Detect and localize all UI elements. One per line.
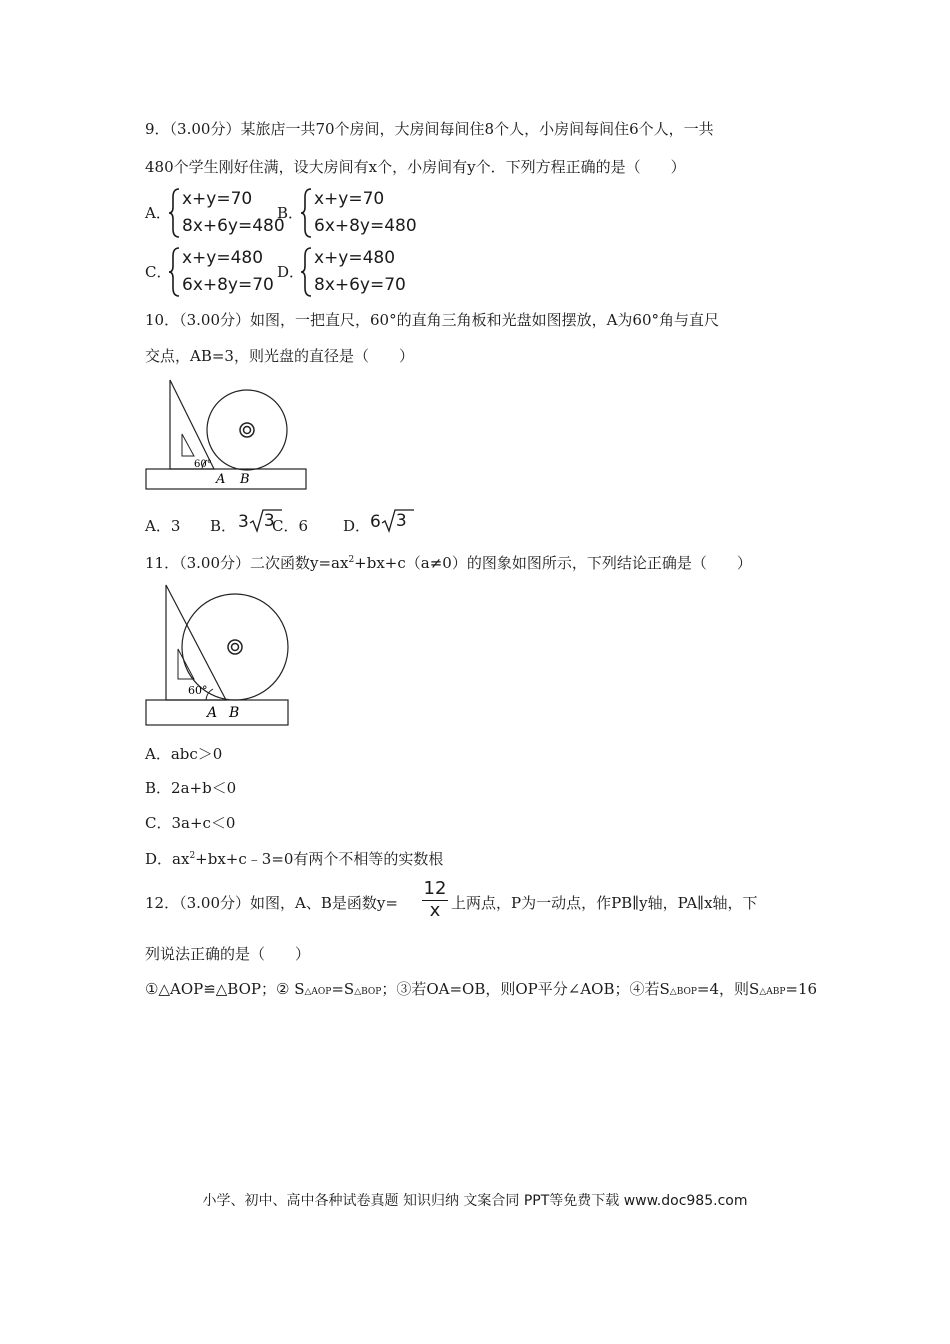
q12-statements: [145, 979, 817, 1002]
q11-stem-sup: 2: [348, 555, 355, 565]
q10-stem-line1: 10．（3.00分）如图，一把直尺，60°的直角三角板和光盘如图摆放，A为60°角与直尺: [145, 311, 719, 329]
q9-option-a-system: [168, 187, 285, 237]
q12-sub-3: △BOP: [669, 987, 697, 997]
q11-option-d-post: +bx+c﹣3=0有两个不相等的实数根: [195, 850, 444, 868]
disc-hole-inner: [244, 427, 251, 434]
q10-option-b-coef: 3: [238, 512, 249, 532]
q9-option-a-eq1: x+y=70: [182, 189, 253, 209]
brace-icon: [300, 246, 314, 298]
q12-stem-line2: 列说法正确的是（ ）: [145, 945, 311, 963]
q12-fraction: [420, 879, 450, 921]
q12-sub-1: △AOP: [304, 987, 332, 997]
q9-option-d-label: D．: [277, 263, 305, 281]
q9-option-d-eq2: 8x+6y=70: [314, 275, 406, 295]
brace-icon: [300, 187, 314, 239]
q9-option-a-eq2: 8x+6y=480: [182, 216, 285, 236]
q10-figure: [144, 378, 310, 492]
q9-stem-line2: 480个学生刚好住满，设大房间有x个，小房间有y个．下列方程正确的是（ ）: [145, 158, 686, 176]
point-b-label: B: [240, 472, 250, 487]
q12-statement-4: =4，则S: [696, 980, 760, 998]
q9-option-b-system: [300, 187, 417, 237]
q11-option-c[interactable]: C．3a+c＜0: [145, 814, 236, 832]
q9-option-b-eq2: 6x+8y=480: [314, 216, 417, 236]
q9-option-a-label: A．: [145, 204, 171, 222]
q12-fraction-numerator: 12: [423, 878, 447, 899]
q12-fraction-denominator: x: [429, 900, 441, 921]
q10-option-d-rad: 3: [395, 511, 407, 531]
q12-stem-post: 上两点，P为一动点，作PB∥y轴，PA∥x轴，下: [451, 894, 758, 912]
q10-option-d-label[interactable]: D．: [343, 517, 371, 535]
brace-icon: [168, 187, 182, 239]
q9-option-c-eq1: x+y=480: [182, 248, 264, 268]
angle-label: 60°: [188, 684, 208, 697]
angle-label: 60°: [194, 459, 212, 470]
q11-option-d-pre: D．ax: [145, 850, 190, 868]
q10-option-d-value: [370, 512, 415, 532]
point-b-label: B: [229, 705, 240, 721]
q9-option-c-label: C．: [145, 263, 172, 281]
brace-icon: [168, 246, 182, 298]
triangle-inner: [182, 434, 194, 456]
point-a-label: A: [207, 705, 218, 721]
q11-option-d-sup: 2: [189, 851, 196, 861]
q9-option-c-system: [168, 246, 278, 296]
q11-stem-post: +bx+c（a≠0）的图象如图所示，下列结论正确是（ ）: [354, 554, 752, 572]
q9-option-d-eq1: x+y=480: [314, 248, 396, 268]
q11-stem-pre: 11．（3.00分）二次函数y=ax: [145, 554, 349, 572]
q12-statement-3: ；③若OA=OB，则OP平分∠AOB；④若S: [381, 980, 670, 998]
disc: [207, 390, 287, 470]
disc-hole-outer: [240, 423, 254, 437]
q9-option-c-eq2: 6x+8y=70: [182, 275, 274, 295]
q9-option-b-eq1: x+y=70: [314, 189, 385, 209]
q11-stem: [145, 550, 752, 573]
q10-option-b-rad: 3: [263, 511, 275, 531]
disc-hole-inner: [232, 644, 239, 651]
q9-option-d-system: [300, 246, 410, 296]
q11-option-a[interactable]: A．abc＞0: [145, 745, 223, 763]
q12-statement-2: =S: [331, 980, 355, 998]
q9-stem-line1: 9．（3.00分）某旅店一共70个房间，大房间每间住8个人，小房间每间住6个人，一共: [145, 120, 714, 138]
q11-option-d[interactable]: [145, 846, 443, 869]
q10-option-a[interactable]: A．3: [145, 517, 181, 535]
q12-sub-4: △ABP: [759, 987, 786, 997]
q10-option-b-label[interactable]: B．: [210, 517, 237, 535]
q11-option-b[interactable]: B．2a+b＜0: [145, 779, 237, 797]
ruler: [146, 469, 306, 489]
page-footer: 小学、初中、高中各种试卷真题 知识归纳 文案合同 PPT等免费下载 www.doc985.com: [202, 1193, 748, 1209]
q12-statement-5: =16: [785, 980, 818, 998]
q12-sub-2: △BOP: [354, 987, 382, 997]
q11-figure: [144, 583, 292, 729]
q12-stem-pre: 12．（3.00分）如图，A、B是函数y=: [145, 894, 398, 912]
point-a-label: A: [216, 472, 226, 487]
q10-option-d-coef: 6: [370, 512, 381, 532]
q9-option-b-label: B．: [277, 204, 304, 222]
q10-option-c[interactable]: C．6: [272, 517, 309, 535]
q10-stem-line2: 交点，AB=3，则光盘的直径是（ ）: [145, 347, 414, 365]
disc-hole-outer: [228, 640, 242, 654]
q12-statement-1: ①△AOP≌△BOP；② S: [145, 980, 305, 998]
triangle-inner: [178, 649, 194, 679]
